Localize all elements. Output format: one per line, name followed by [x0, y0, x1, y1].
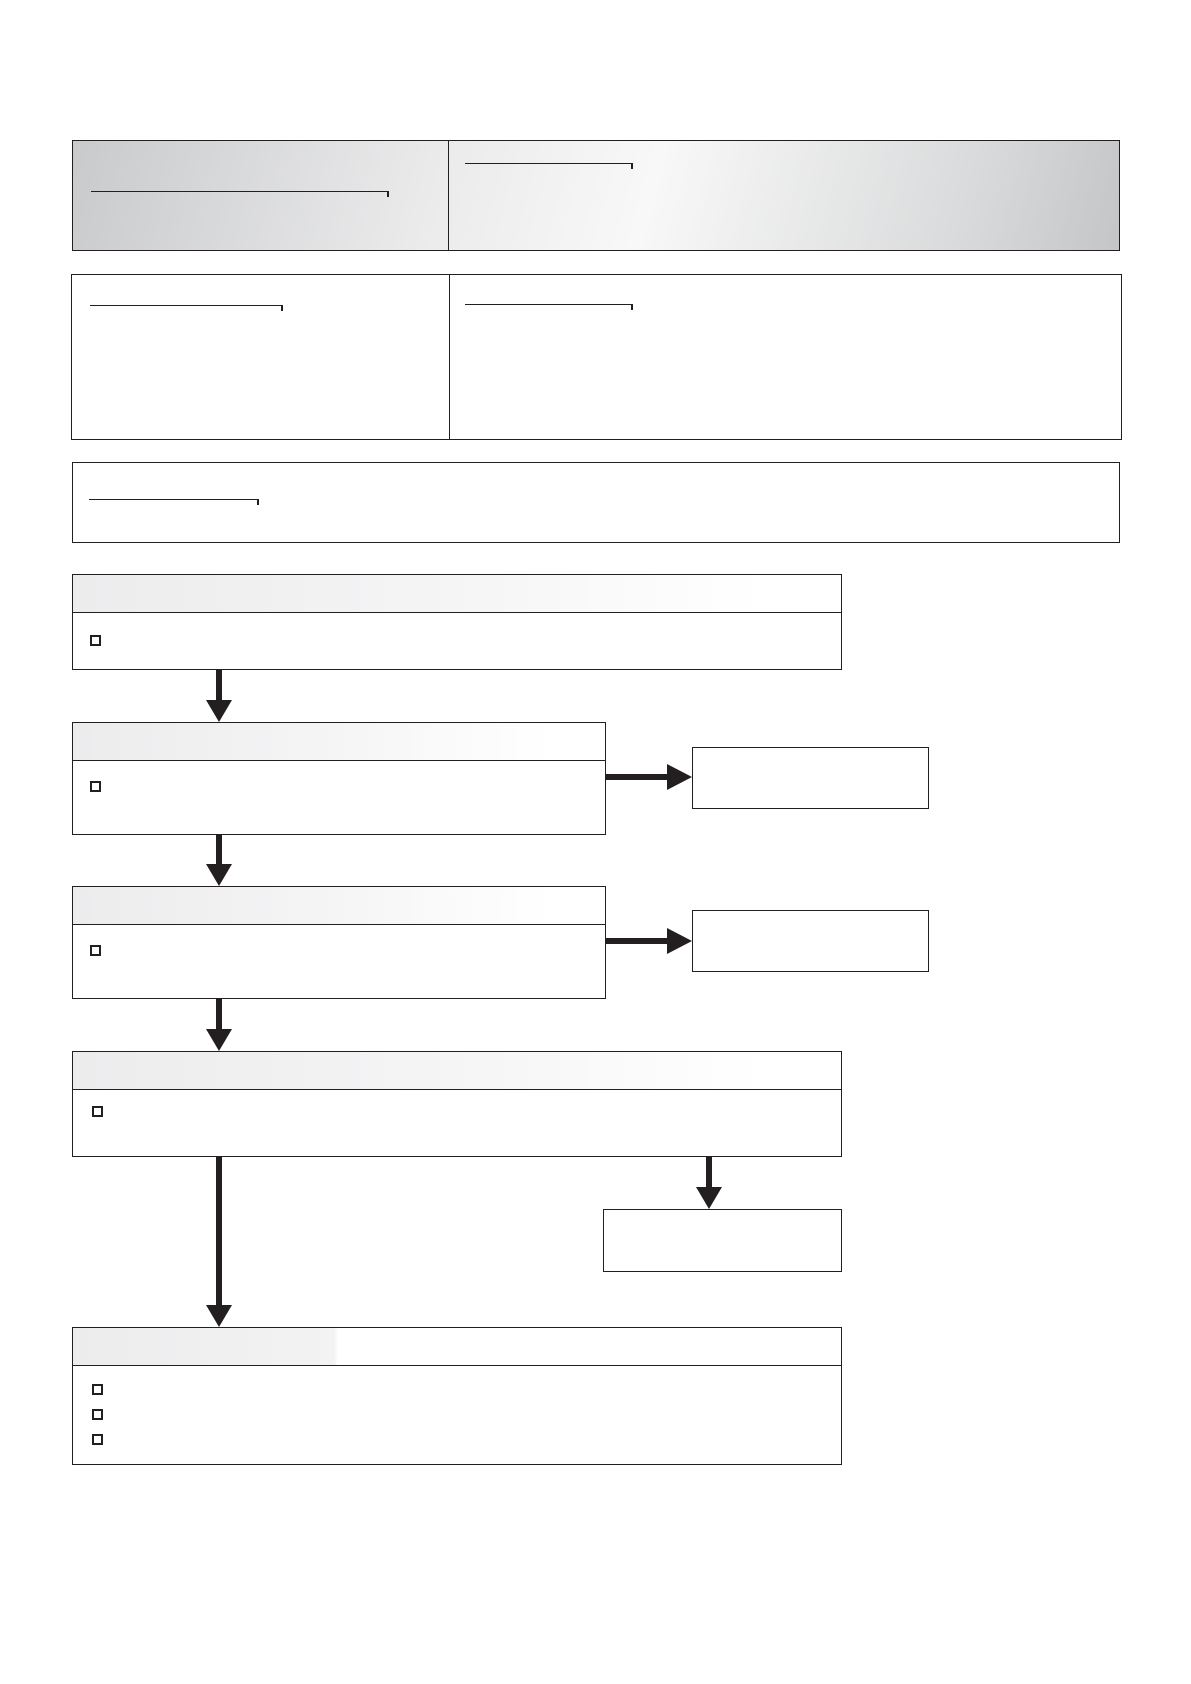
arrow-step4-to-step5 [206, 1157, 232, 1327]
arrow-step3-to-outcome2 [606, 928, 692, 954]
arrow-step3-to-step4 [206, 999, 232, 1051]
arrow-step2-to-step3 [206, 835, 232, 886]
arrow-step4-to-outcome3 [696, 1157, 722, 1209]
arrow-step2-to-outcome1 [606, 764, 692, 790]
arrow-step1-to-step2 [206, 670, 232, 722]
